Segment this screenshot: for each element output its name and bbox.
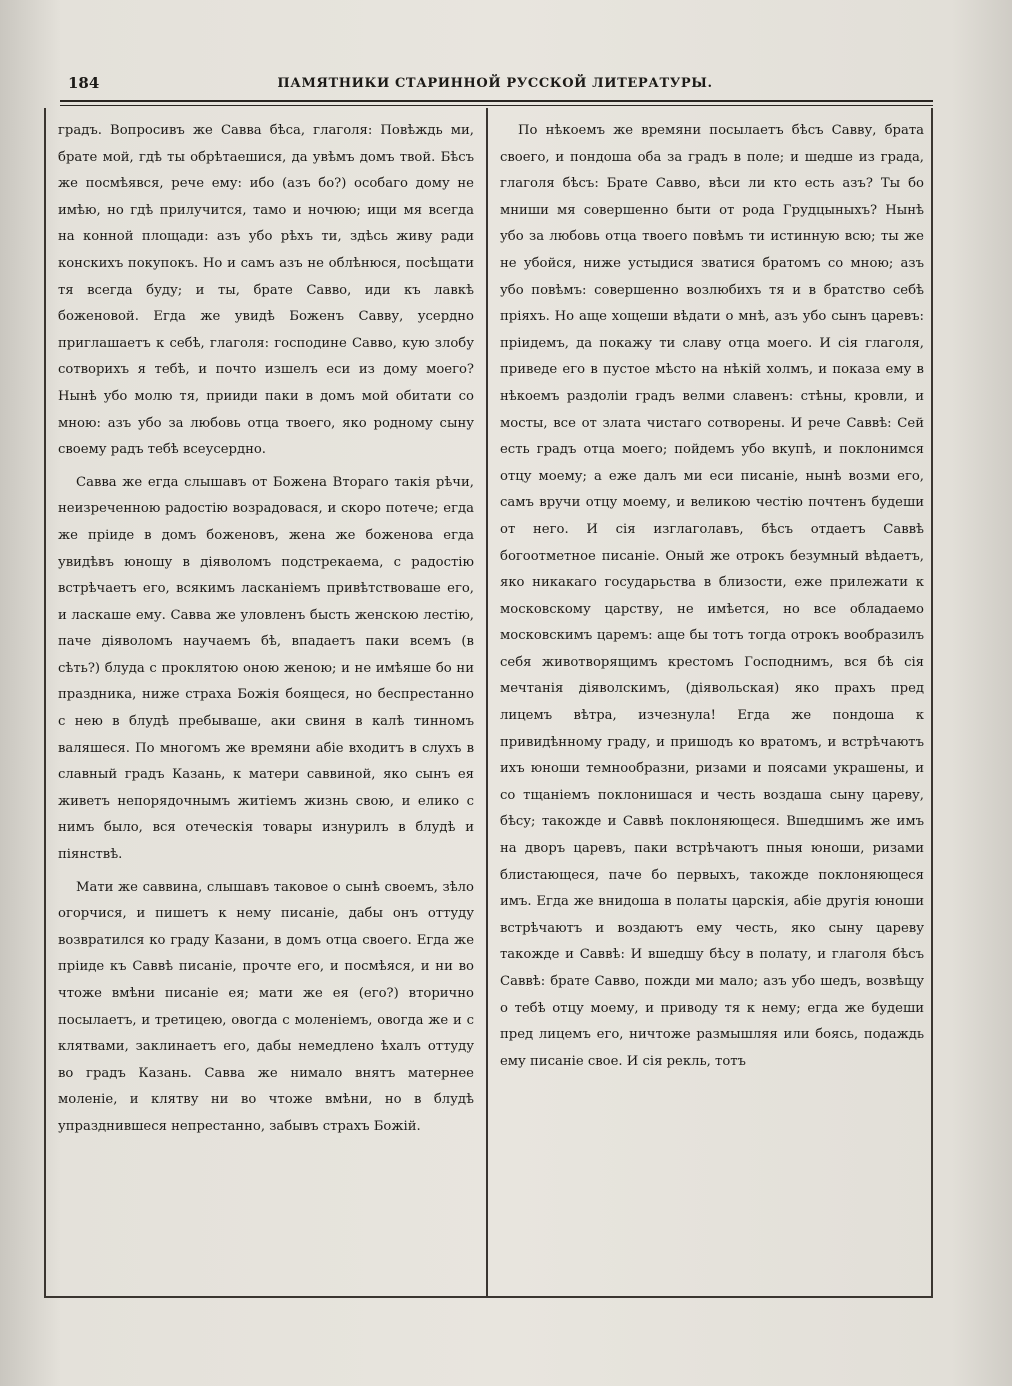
paragraph: По нѣкоемъ же времяни посылаетъ бѣсъ Савву, брата своего, и пондоша оба за градъ в поле; и шедше из града, глаголя бѣсъ: Брате Савво, вѣси ли кто есть азъ? Ты бо мниши мя совершенно быти от рода Грудцыныхъ? Нынѣ убо за любовь отца твоего повѣмъ ти истинную всю; ты же не убойся, ниже устыдися зватися братомъ со мною; азъ убо повѣмъ: совершенно возлюбихъ тя и в братство себѣ пріяхъ. Но аще хощеши вѣдати о мнѣ, азъ убо сынъ царевъ: пріидемъ, да покажу ти славу отца моего. И сія глаголя, приведе его в пустое мѣсто на нѣкій холмъ, и показа ему в нѣкоемъ раздоліи градъ велми славенъ: стѣны, кровли, и мосты, все от злата чистаго сотворены. И рече Саввѣ: Сей есть градъ отца моего; пойдемъ убо вкупѣ, и поклонимся отцу моему; а еже далъ ми еси писаніе, нынѣ возми его, самъ вручи отцу моему, и великою честію почтенъ будеши от него. И сія изглаголавъ, бѣсъ отдаетъ Саввѣ богоотметное писаніе. Оный же отрокъ безумный вѣдаетъ, яко никакаго государьства в близости, еже прилежати к московскому царству, не имѣется, но все обладаемо московскимъ царемъ: аще бы тотъ тогда отрокъ вообразилъ себя животворящимъ крестомъ Господнимъ, вся бѣ сія мечтанія діяволскимъ, (діявольская) яко прахъ пред лицемъ вѣтра, изчезнула! Егда же пондоша к привидѣнному граду, и пришодъ ко вратомъ, и встрѣчаютъ ихъ юноши темнообразни, ризами и поясами украшены, и со тщаніемъ поклонишася и честь воздаша сыну цареву, бѣсу; такожде и Саввѣ поклоняющеся. Вшедшимъ же имъ на дворъ царевъ, паки встрѣчаютъ пныя юноши, ризами блистающеся, паче бо первыхъ, такожде поклоняющеся имъ. Егда же внидоша в полаты царскія, абіе другія юноши встрѣчаютъ и воздаютъ ему честь, яко сыну цареву такожде и Саввѣ: И вшедшу бѣсу в полату, и глаголя бѣсъ Саввѣ: брате Савво, пожди ми мало; азъ убо шедъ, возвѣщу о тебѣ отцу моему, и приводу тя к нему; егда же будеши пред лицемъ его, ничтоже размышляя или боясь, подаждь ему писаніе свое. И сія рекль, тотъ xyxy=(500,123,924,1069)
right-column xyxy=(500,118,924,1288)
column-divider xyxy=(486,108,488,1298)
running-title: ПАМЯТНИКИ СТАРИННОЙ РУССКОЙ ЛИТЕРАТУРЫ. xyxy=(277,76,713,91)
left-column xyxy=(58,118,474,1288)
paragraph: Савва же егда слышавъ от Божена Втораго такія рѣчи, неизреченною радостію возрадовася, и скоро потече; егда же пріиде в домъ боженовъ, жена же боженова егда увидѣвъ юношу в діяволомъ подстрекаема, с радостію встрѣчаетъ его, всякимъ ласканіемъ привѣтствоваше его, и ласкаше ему. Савва же уловленъ бысть женскою лестію, паче діяволомъ научаемъ бѣ, впадаетъ паки всемъ (в сѣть?) блуда с проклятою оною женою; и не имѣяше бо ни праздника, ниже страха Божія боящеся, но беспрестанно с нею в блудѣ пребываше, аки свиня в калѣ тинномъ валяшеся. По многомъ же времяни абіе входитъ в слухъ в славный градъ Казань, к матери саввиной, яко сынъ ея живетъ непорядочнымъ житіемъ жизнь свою, и елико с нимъ было, вся отеческія товары изнурилъ в блудѣ и піянствѣ. xyxy=(58,474,474,863)
page-number: 184 xyxy=(68,74,100,92)
paragraph: Мати же саввина, слышавъ таковое о сынѣ своемъ, зѣло огорчися, и пишетъ к нему писаніе, дабы онъ оттуду возвратился ко граду Казани, в домъ отца своего. Егда же пріиде къ Саввѣ писаніе, прочте его, и посмѣяся, и ни во чтоже вмѣни писаніе ея; мати же ея (его?) вторично посылаетъ, и третицею, овогда с моленіемъ, овогда же и с клятвами, заклинаетъ его, дабы немедлено ѣхалъ оттуду во градъ Казань. Савва же нимало внятъ матернее моленіе, и клятву ни во чтоже вмѣни, но в блудѣ упразднившеся непрестанно, забывъ страхъ Божій. xyxy=(58,879,474,1134)
page-header xyxy=(60,72,930,94)
header-rule-thin xyxy=(60,105,933,106)
header-rule xyxy=(60,100,933,102)
paragraph: градъ. Вопросивъ же Савва бѣса, глаголя: Повѣждь ми, брате мой, гдѣ ты обрѣтаешися, да увѣмъ домъ твой. Бѣсъ же посмѣявся, рече ему: ибо (азъ бо?) особаго дому не имѣю, но гдѣ прилучится, тамо и ночюю; ищи мя всегда на конной площади: азъ убо рѣхъ ти, здѣсь живу ради конскихъ покупокъ. Но и самъ азъ не облѣнюся, посѣщати тя всегда буду; и ты, брате Савво, иди къ лавкѣ боженовой. Егда же увидѣ Боженъ Савву, усердно приглашаетъ к себѣ, глаголя: господине Савво, кую злобу сотворихъ я тебѣ, и почто изшелъ еси из дому моего? Нынѣ убо молю тя, прииди паки в домъ мой обитати со мною: азъ убо за любовь отца твоего, яко родному сыну своему радъ тебѣ всеусердно. xyxy=(58,123,474,458)
